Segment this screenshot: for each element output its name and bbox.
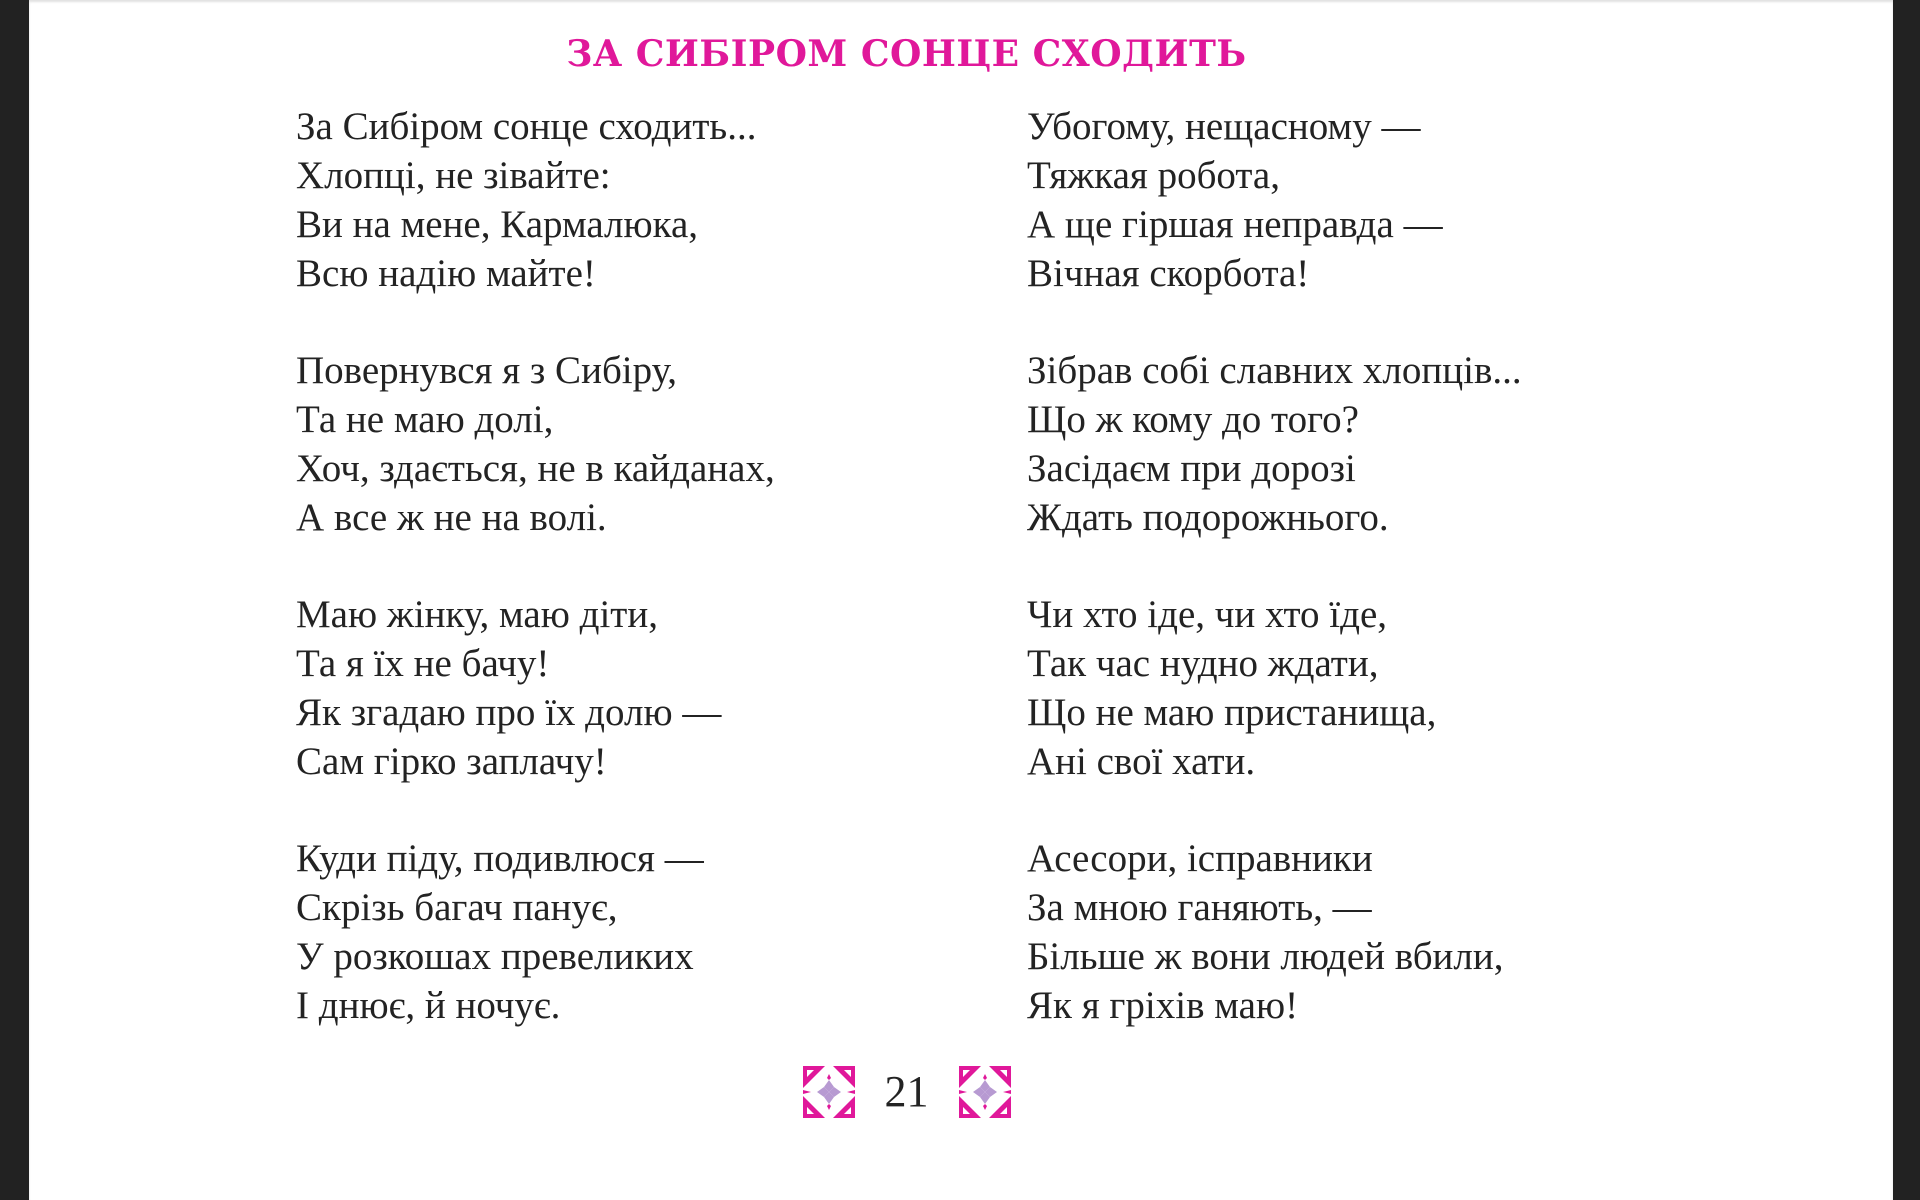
stanza <box>1027 346 1522 542</box>
poem-line: Та я їх не бачу! <box>296 642 550 685</box>
stanza <box>296 834 775 1030</box>
poem-line: Убогому, нещасному — <box>1027 105 1421 148</box>
poem-line: За мною ганяють, — <box>1027 886 1372 929</box>
page-footer <box>29 1064 1784 1120</box>
poem-line: І днює, й ночує. <box>296 984 561 1027</box>
poem-line: Більше ж вони людей вбили, <box>1027 935 1504 978</box>
page-number: 21 <box>884 1067 929 1116</box>
stanza <box>296 346 775 542</box>
poem-line: Ані свої хати. <box>1027 740 1256 783</box>
poem-column-right <box>1027 102 1522 1078</box>
poem-line: Як згадаю про їх долю — <box>296 691 722 734</box>
stanza <box>1027 834 1522 1030</box>
poem-line: У розкошах превеликих <box>296 935 694 978</box>
poem-line: Що ж кому до того? <box>1027 398 1359 441</box>
poem-line: Ждать подорожнього. <box>1027 496 1389 539</box>
folk-ornament-icon <box>803 1066 855 1118</box>
poem-line: Як я гріхів маю! <box>1027 984 1299 1027</box>
poem-line: Хлопці, не зівайте: <box>296 154 611 197</box>
poem-line: Куди піду, подивлюся — <box>296 837 704 880</box>
poem-line: А все ж не на волі. <box>296 496 607 539</box>
poem-line: Чи хто іде, чи хто їде, <box>1027 593 1388 636</box>
poem-line: Так час нудно ждати, <box>1027 642 1379 685</box>
poem-line: Маю жінку, маю діти, <box>296 593 658 636</box>
poem-line: Хоч, здається, не в кайданах, <box>296 447 775 490</box>
poem-line: Асесори, ісправники <box>1027 837 1373 880</box>
poem-line: Вічная скорбота! <box>1027 252 1310 295</box>
poem-line: Скрізь багач панує, <box>296 886 618 929</box>
book-page <box>29 0 1893 1200</box>
poem-line: Що не маю пристанища, <box>1027 691 1437 734</box>
poem-line: Тяжкая робота, <box>1027 154 1280 197</box>
stanza <box>1027 102 1522 298</box>
poem-line: Сам гірко заплачу! <box>296 740 607 783</box>
poem-line: Та не маю долі, <box>296 398 554 441</box>
stanza <box>1027 590 1522 786</box>
poem-line: Повернувся я з Сибіру, <box>296 349 677 392</box>
poem-line: За Сибіром сонце сходить... <box>296 105 757 148</box>
poem-line: А ще гіршая неправда — <box>1027 203 1443 246</box>
stanza <box>296 102 775 298</box>
poem-line: Ви на мене, Кармалюка, <box>296 203 699 246</box>
stanza <box>296 590 775 786</box>
poem-line: Всю надію майте! <box>296 252 596 295</box>
poem-column-left <box>296 102 775 1078</box>
poem-line: Засідаєм при дорозі <box>1027 447 1356 490</box>
folk-ornament-icon <box>959 1066 1011 1118</box>
poem-title: ЗА СИБІРОМ СОНЦЕ СХОДИТЬ <box>566 33 1247 75</box>
poem-line: Зібрав собі славних хлопців... <box>1027 349 1522 392</box>
